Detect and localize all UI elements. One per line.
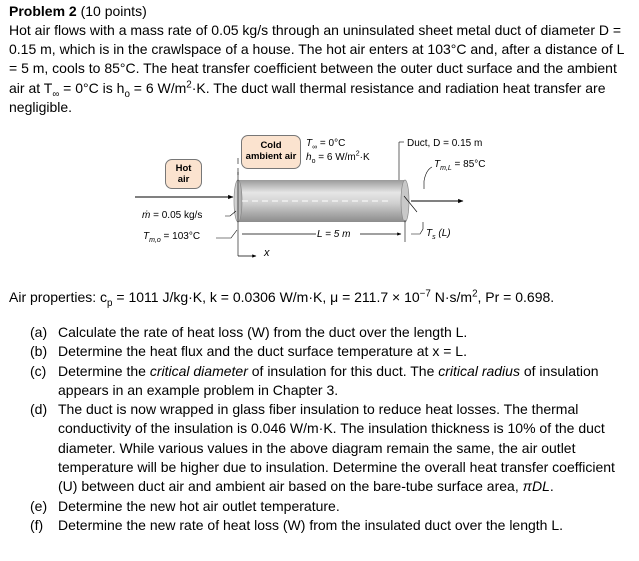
tml-leader <box>424 167 432 189</box>
question-label: (d) <box>30 401 48 418</box>
value-unit: ·K <box>359 152 370 163</box>
duct-diameter-label: Duct, D = 0.15 m <box>407 138 483 149</box>
question-e <box>30 497 634 516</box>
symbol: ṁ <box>142 210 151 221</box>
question-d <box>30 400 634 496</box>
tmo-label <box>143 231 200 242</box>
statement-text: ·K. The duct wall thermal resistance and radiation heat transfer are negligible. <box>9 79 606 115</box>
prop-text: , Pr = 0.698. <box>477 289 555 305</box>
cold-label-line2: ambient air <box>245 151 297 162</box>
symbol-sub: ∞ <box>312 144 318 151</box>
question-a <box>30 323 634 342</box>
question-text: The duct is now wrapped in glass fiber insulation to reduce heat losses. The thermal conductivity of the insulation is 0.046 W/m·K. The insulation thickness is 10% of the duct diameter. While various values in the above diagram remain the same, the air outlet temperature will be higher due to insulation. Determine the overall heat transfer coefficient (U) between duct air and ambient air based on the bare-tube surface area, <box>58 401 615 495</box>
length-label: L = 5 m <box>317 229 351 240</box>
symbol: T <box>434 159 441 170</box>
ts-leader <box>411 222 423 234</box>
question-label: (e) <box>30 497 48 514</box>
question-label: (c) <box>30 362 47 379</box>
question-text: Calculate the rate of heat loss (W) from the duct over the length L. <box>58 324 468 340</box>
statement-sub: o <box>124 88 130 100</box>
symbol: T <box>426 228 433 239</box>
duct-diagram <box>130 130 510 278</box>
problem-title <box>9 3 147 19</box>
value: = 6 W/m <box>315 152 356 163</box>
question-label: (f) <box>30 516 44 533</box>
prop-sup: −7 <box>419 288 431 300</box>
question-text: of insulation for this duct. The <box>247 362 439 379</box>
question-text: Determine the <box>58 362 150 379</box>
statement-text: = 0°C is h <box>59 79 125 96</box>
symbol-sub: m,o <box>149 237 161 244</box>
prop-sup: 2 <box>472 288 478 300</box>
symbol-sub: s <box>432 234 436 241</box>
problem-number: Problem 2 <box>9 3 77 19</box>
problem-points: (10 points) <box>80 3 147 19</box>
statement-text: Hot air flows with a mass rate of 0.05 kg/s through an uninsulated sheet metal duct of diameter D = 0.15 m, which is in the crawlspace of a house. The hot air enters at 103°C and, after a distance of L = 5 m, cools to 85°C. The heat transfer coefficient between the outer duct surface and the ambient air at T <box>9 22 624 96</box>
value: = 0°C <box>317 138 346 149</box>
question-c <box>30 362 634 401</box>
prop-text: = 1011 J/kg·K, k = 0.0306 W/m·K, μ = 211.7 × 10 <box>112 289 420 305</box>
cold-label-line1: Cold <box>260 140 282 151</box>
value-sup: 2 <box>355 150 360 158</box>
symbol: T <box>306 138 313 149</box>
value: (L) <box>435 228 451 239</box>
hot-label-line1: Hot <box>175 163 192 174</box>
question-text: . <box>549 478 554 495</box>
question-f <box>30 516 634 535</box>
prop-text: N·s/m <box>430 289 473 305</box>
symbol: T <box>143 231 150 242</box>
question-list <box>30 323 634 535</box>
statement-sup: 2 <box>186 78 192 90</box>
statement-text: = 6 W/m <box>129 79 187 96</box>
value: = 85°C <box>451 159 486 170</box>
hot-label-line2: air <box>177 174 190 185</box>
question-emphasis: critical radius <box>438 362 520 379</box>
statement-sub: ∞ <box>52 88 60 100</box>
symbol: h <box>306 152 312 163</box>
value: = 103°C <box>160 231 201 242</box>
tml-label <box>434 159 486 170</box>
question-text: Determine the heat flux and the duct surface temperature at x = L. <box>58 343 467 360</box>
question-emphasis: critical diameter <box>149 362 248 379</box>
x-label: x <box>264 247 270 259</box>
ho-label <box>306 152 370 163</box>
value: = 0.05 kg/s <box>150 210 203 221</box>
ts-label <box>426 228 451 239</box>
question-text: Determine the new rate of heat loss (W) from the insulated duct over the length L. <box>58 516 564 533</box>
air-properties <box>9 288 555 309</box>
hot-air-label <box>165 159 202 189</box>
question-label: (a) <box>30 324 48 340</box>
symbol-sub: m,L <box>440 165 452 172</box>
question-b <box>30 342 634 361</box>
symbol-sub: o <box>311 158 316 165</box>
problem-statement <box>9 21 635 117</box>
tmo-leader <box>216 230 237 238</box>
cold-ambient-label <box>241 135 301 169</box>
question-text: Determine the new hot air outlet temperature. <box>58 497 340 514</box>
t-inf-label <box>306 138 345 149</box>
question-label: (b) <box>30 343 48 360</box>
prop-text: Air properties: c <box>9 289 108 305</box>
question-emphasis: πDL <box>522 478 550 495</box>
question-text: of insulation appears in an example problem in Chapter 3. <box>58 362 599 398</box>
mdot-label <box>142 210 202 221</box>
prop-sub: p <box>107 297 113 309</box>
